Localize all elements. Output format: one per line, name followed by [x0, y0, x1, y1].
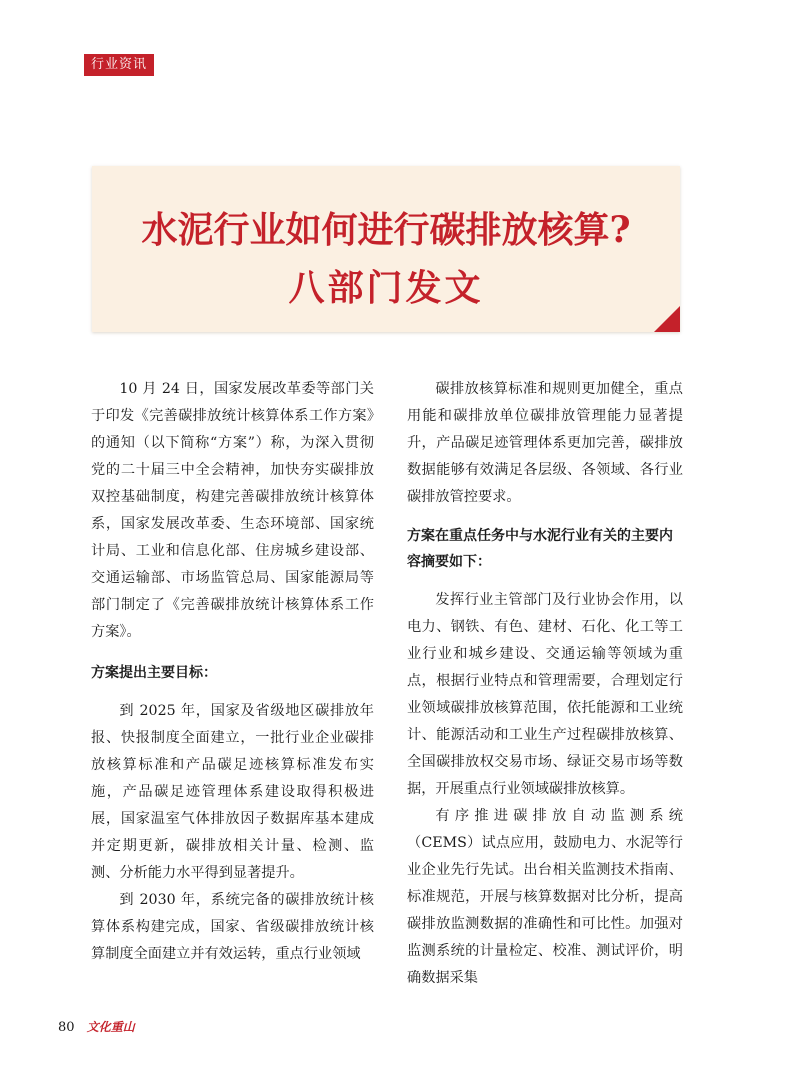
left-column	[91, 376, 374, 968]
key-tasks-heading: 方案在重点任务中与水泥行业有关的主要内容摘要如下：	[407, 528, 673, 570]
right-column	[407, 376, 683, 992]
goals-heading: 方案提出主要目标：	[91, 665, 217, 681]
cems-paragraph: 有序推进碳排放自动监测系统（CEMS）试点应用，鼓励电力、水泥等行业企业先行先试。出台相关监测技术指南、标准规范，开展与核算数据对比分析，提高碳排放监测数据的准确性和可比性。加强对监测系统的计量检定、校准、测试评价，明确数据采集	[407, 808, 683, 986]
goal-2030-paragraph: 到 2030 年，系统完备的碳排放统计核算体系构建完成，国家、省级碳排放统计核算制度全面建立并有效运转，重点行业领域	[91, 892, 374, 962]
industry-role-paragraph: 发挥行业主管部门及行业协会作用，以电力、钢铁、有色、建材、石化、化工等工业行业和城乡建设、交通运输等领域为重点，根据行业特点和管理需要，合理划定行业领域碳排放核算范围，依托能源和工业统计、能源活动和工业生产过程碳排放核算、全国碳排放权交易市场、绿证交易市场等数据，开展重点行业领域碳排放核算。	[407, 592, 683, 797]
article-title-line-1: 水泥行业如何进行碳排放核算?	[141, 209, 631, 251]
page-number: 80	[58, 1020, 75, 1035]
magazine-logo: 文化重山	[86, 1020, 135, 1034]
goal-2025-paragraph: 到 2025 年，国家及省级地区碳排放年报、快报制度全面建立，一批行业企业碳排放核算标准和产品碳足迹核算标准发布实施，产品碳足迹管理体系建设取得积极进展，国家温室气体排放因子数据库基本建成并定期更新，碳排放相关计量、检测、监测、分析能力水平得到显著提升。	[91, 703, 374, 881]
title-banner	[92, 166, 680, 332]
corner-triangle-decoration	[654, 306, 680, 332]
intro-paragraph: 10 月 24 日，国家发展改革委等部门关于印发《完善碳排放统计核算体系工作方案》的通知（以下简称“方案”）称，为深入贯彻党的二十届三中全会精神，加快夯实碳排放双控基础制度，构建完善碳排放统计核算体系，国家发展改革委、生态环境部、国家统计局、工业和信息化部、住房城乡建设部、交通运输部、市场监管总局、国家能源局等部门制定了《完善碳排放统计核算体系工作方案》。	[91, 381, 374, 640]
page-footer	[58, 1017, 135, 1037]
section-tag: 行业资讯	[84, 54, 154, 76]
goal-2030-continued-paragraph: 碳排放核算标准和规则更加健全，重点用能和碳排放单位碳排放管理能力显著提升，产品碳足迹管理体系更加完善，碳排放数据能够有效满足各层级、各领域、各行业碳排放管控要求。	[407, 381, 683, 505]
article-title-line-2: 八部门发文	[288, 267, 484, 309]
